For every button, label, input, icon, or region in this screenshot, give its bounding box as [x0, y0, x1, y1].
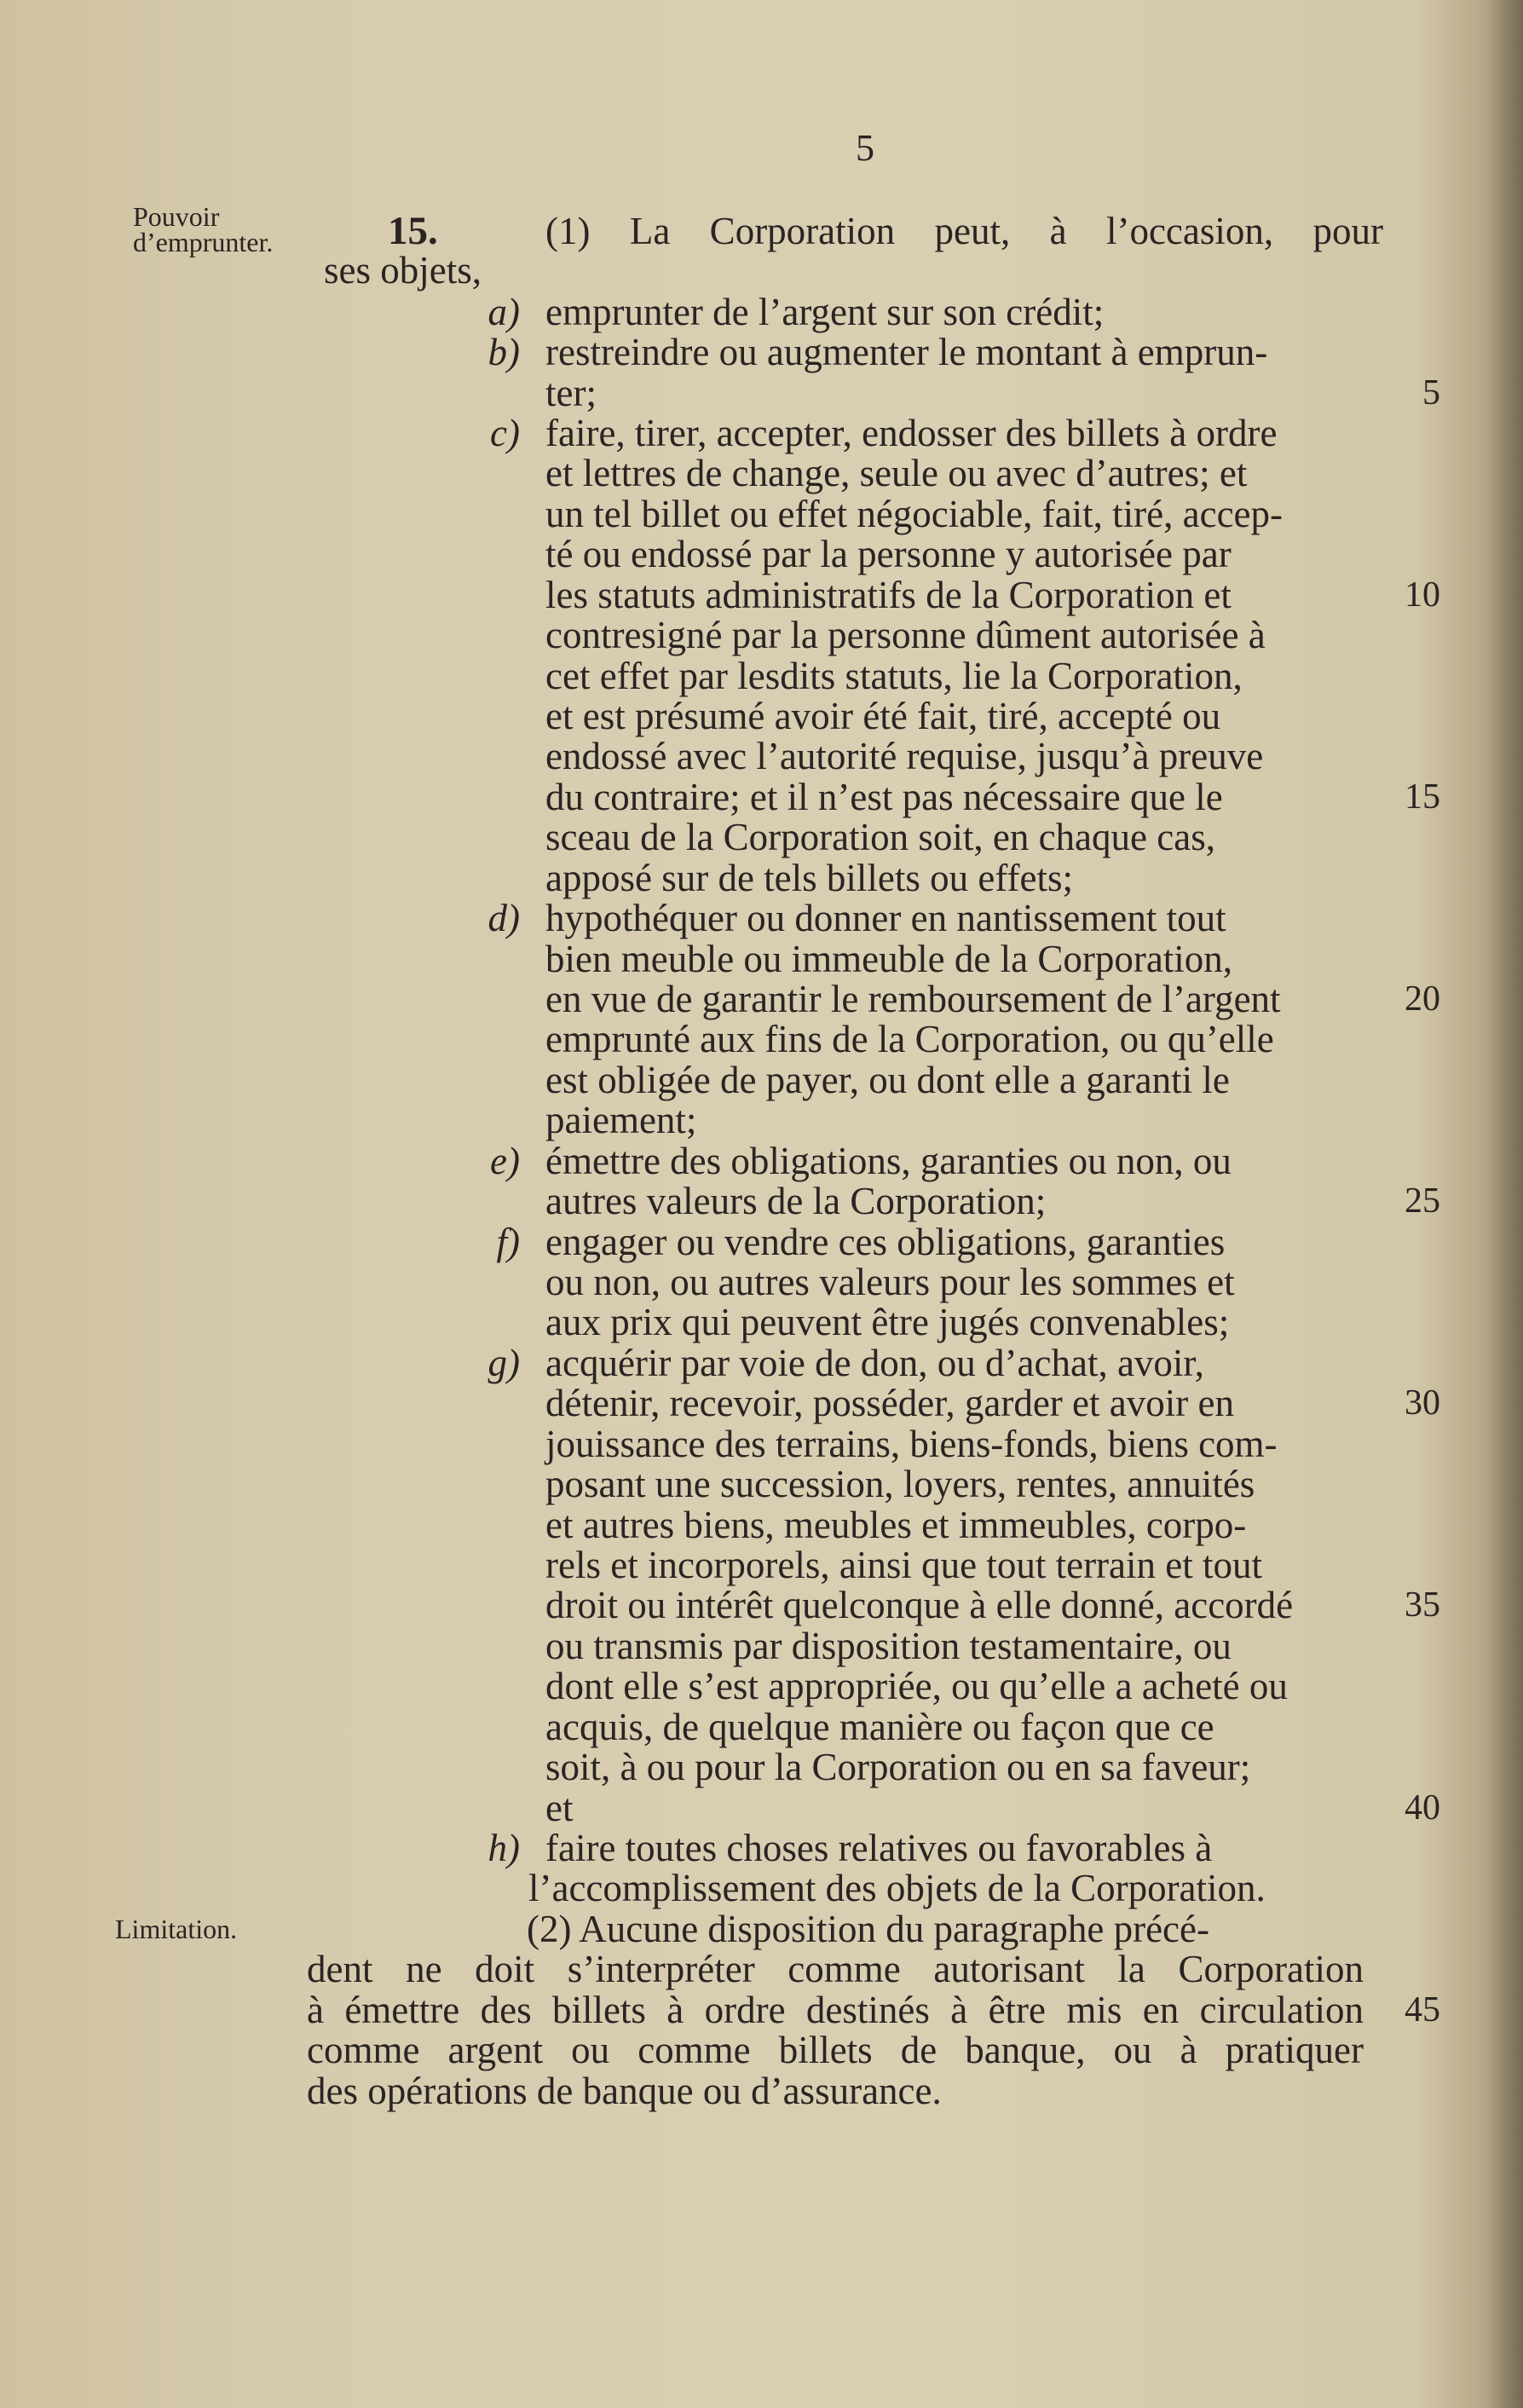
line-number-35: 35 — [1405, 1585, 1440, 1625]
text-line-22: émettre des obligations, garanties ou non, ou — [545, 1140, 1232, 1182]
item-label-d: d) — [487, 897, 520, 939]
line-number-30: 30 — [1405, 1383, 1440, 1423]
text-line-1: emprunter de l’argent sur son crédit; — [545, 291, 1105, 333]
text-line-3: ter; — [545, 372, 597, 414]
text-line-29: jouissance des terrains, biens-fonds, biens com- — [545, 1423, 1278, 1465]
line-number-15: 15 — [1405, 777, 1440, 817]
line-number-20: 20 — [1405, 979, 1440, 1019]
tail-line-2: à émettre des billets à ordre destinés à être mis en circulation — [307, 1989, 1364, 2031]
text-line-30: posant une succession, loyers, rentes, annuités — [545, 1463, 1255, 1505]
tail-line-4: des opérations de banque ou d’assurance. — [307, 2070, 942, 2112]
margin-note-limitation: Limitation. — [115, 1914, 238, 1944]
text-line-38: et — [545, 1787, 574, 1829]
text-line-16: hypothéquer ou donner en nantissement tout — [545, 897, 1226, 939]
line-number-40: 40 — [1405, 1788, 1440, 1828]
text-line-25: ou non, ou autres valeurs pour les sommes et — [545, 1261, 1235, 1303]
text-line-40: l’accomplissement des objets de la Corporation. — [528, 1867, 1266, 1909]
text-line-18: en vue de garantir le remboursement de l’argent — [545, 978, 1281, 1020]
text-line-31: et autres biens, meubles et immeubles, corpo- — [545, 1504, 1247, 1546]
text-line-14: sceau de la Corporation soit, en chaque cas, — [545, 816, 1215, 858]
line-number-10: 10 — [1405, 575, 1440, 615]
item-label-a: a) — [487, 291, 520, 333]
text-line-2: restreindre ou augmenter le montant à emprun- — [545, 331, 1268, 373]
text-line-4: faire, tirer, accepter, endosser des billets à ordre — [545, 412, 1278, 454]
text-line-20: est obligée de payer, ou dont elle a garanti le — [545, 1059, 1230, 1101]
margin-note-borrowing-1: Pouvoir — [133, 201, 220, 232]
text-line-13: du contraire; et il n’est pas nécessaire que le — [545, 776, 1223, 818]
item-label-g: g) — [487, 1342, 520, 1384]
section-number: 15. — [388, 209, 438, 253]
text-line-26: aux prix qui peuvent être jugés convenables; — [545, 1301, 1230, 1343]
text-line-21: paiement; — [545, 1099, 697, 1141]
text-line-12: endossé avec l’autorité requise, jusqu’à preuve — [545, 735, 1264, 777]
line-number-45: 45 — [1405, 1990, 1440, 2030]
page-number: 5 — [856, 127, 874, 169]
text-line-23: autres valeurs de la Corporation; — [545, 1180, 1047, 1222]
text-line-39: faire toutes choses relatives ou favorables à — [545, 1827, 1213, 1869]
item-label-b: b) — [487, 331, 520, 373]
text-line-37: soit, à ou pour la Corporation ou en sa faveur; — [545, 1746, 1251, 1788]
text-line-27: acquérir par voie de don, ou d’achat, avoir, — [545, 1342, 1204, 1384]
text-line-32: rels et incorporels, ainsi que tout terrain et tout — [545, 1544, 1263, 1586]
text-line-7: té ou endossé par la personne y autorisée par — [545, 533, 1232, 575]
section-intro-first: (1) La Corporation peut, à l’occasion, pour — [545, 210, 1383, 252]
text-line-19: emprunté aux fins de la Corporation, ou qu’elle — [545, 1018, 1274, 1060]
text-line-35: dont elle s’est appropriée, ou qu’elle a acheté ou — [545, 1665, 1288, 1707]
text-line-28: détenir, recevoir, posséder, garder et avoir en — [545, 1382, 1234, 1424]
text-line-41: (2) Aucune disposition du paragraphe précé- — [527, 1908, 1209, 1950]
tail-line-1: dent ne doit s’interpréter comme autorisant la Corporation — [307, 1948, 1364, 1990]
line-number-5: 5 — [1422, 373, 1440, 413]
text-line-24: engager ou vendre ces obligations, garanties — [545, 1221, 1226, 1263]
text-line-17: bien meuble ou immeuble de la Corporation, — [545, 938, 1233, 980]
tail-line-3: comme argent ou comme billets de banque, ou à pratiquer — [307, 2029, 1364, 2071]
text-line-9: contresigné par la personne dûment autorisée à — [545, 614, 1266, 656]
text-line-33: droit ou intérêt quelconque à elle donné, accordé — [545, 1584, 1294, 1626]
line-number-25: 25 — [1405, 1181, 1440, 1221]
section-intro-second: ses objets, — [324, 249, 482, 292]
text-line-36: acquis, de quelque manière ou façon que ce — [545, 1706, 1214, 1748]
text-line-15: apposé sur de tels billets ou effets; — [545, 857, 1074, 899]
text-line-6: un tel billet ou effet négociable, fait, tiré, accep- — [545, 493, 1284, 535]
text-line-11: et est présumé avoir été fait, tiré, accepté ou — [545, 695, 1221, 737]
item-label-c: c) — [490, 412, 520, 454]
text-line-34: ou transmis par disposition testamentaire, ou — [545, 1625, 1232, 1667]
item-label-h: h) — [487, 1827, 520, 1869]
page-edge-shadow — [1489, 0, 1523, 2408]
text-line-10: cet effet par lesdits statuts, lie la Corporation, — [545, 655, 1243, 697]
text-line-8: les statuts administratifs de la Corporation et — [545, 574, 1232, 616]
margin-note-borrowing-2: d’emprunter. — [133, 227, 274, 257]
item-label-e: e) — [490, 1140, 520, 1182]
text-line-5: et lettres de change, seule ou avec d’autres; et — [545, 452, 1248, 494]
item-label-f: f) — [496, 1221, 520, 1263]
